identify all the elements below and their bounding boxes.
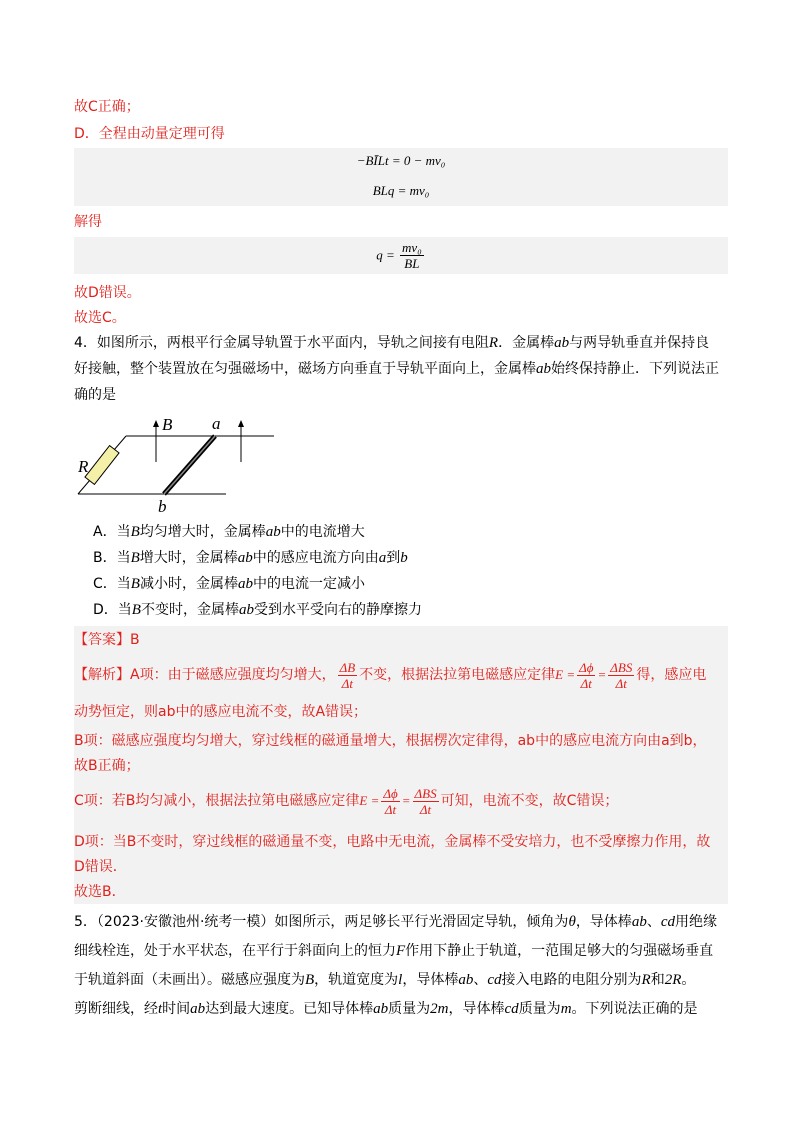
var-b: B [131, 602, 141, 618]
option-text: 中的感应电流方向由 [252, 550, 379, 566]
var-ab: ab [373, 1001, 389, 1017]
q5-line4 [74, 995, 728, 1024]
q4-analysis-a-line2: 动势恒定，则ab中的感应电流不变，故A错误； [74, 704, 368, 720]
eq-q-denominator: BL [404, 256, 420, 271]
q4-stem-line1 [74, 333, 709, 353]
q4-rail-figure [74, 412, 284, 518]
q5-text: 细线栓连，处于水平状态，在平行于斜面向上的恒力 [74, 943, 396, 959]
var-l: l [398, 972, 403, 988]
q5-text: 质量为 [388, 1001, 431, 1017]
q4-analysis-d-line1: D项：当B不变时，穿过线框的磁通量不变，电路中无电流，金属棒不受安培力，也不受摩擦力作用，故 [74, 834, 711, 850]
option-text: 不变时，金属棒 [140, 602, 239, 618]
frac-denominator: Δt [580, 675, 592, 691]
equals-sign: = [401, 793, 411, 808]
conclusion-d: 故D错误。 [74, 285, 141, 301]
label-b-field: B [162, 415, 173, 434]
metal-rod-highlight [164, 436, 215, 494]
var-cd: cd [660, 914, 675, 930]
q4-option-c[interactable] [93, 574, 365, 594]
frac-db-dt [338, 660, 358, 691]
label-a: a [212, 414, 221, 433]
frac-numerator: ΔB [339, 659, 356, 675]
q4-option-a[interactable] [93, 522, 365, 542]
q4-analysis-b-line1: B项：磁感应强度均匀增大，穿过线框的磁通量增大，根据楞次定律得，ab中的感应电流方向由a到b， [74, 733, 707, 749]
e-eq: E = [555, 667, 576, 682]
var-ab: ab [536, 361, 551, 377]
q5-text: 和 [650, 972, 665, 988]
option-text: 减小时，金属棒 [139, 576, 238, 592]
var-ab: ab [237, 550, 253, 566]
frac-dphi-dt [577, 660, 595, 691]
q4-final-answer: 故选B． [74, 884, 126, 900]
q5-text: 剪断细线，经 [74, 1001, 158, 1017]
frac-numerator: ΔBS [414, 785, 437, 801]
answer-choice-c: 故选C。 [74, 310, 126, 326]
q5-text: ，导体棒 [402, 972, 459, 988]
var-cd: cd [504, 1001, 519, 1017]
var-ab: ab [458, 972, 474, 988]
q4-stem-text: 4．如图所示，两根平行金属导轨置于水平面内，导轨之间接有电阻 [74, 335, 489, 351]
equals-sign: = [597, 667, 607, 682]
b-arrow-left-head [153, 420, 159, 427]
frac-denominator: Δt [615, 675, 627, 691]
var-t: t [158, 1001, 163, 1017]
q4-analysis-b-line2: 故B正确； [74, 758, 140, 774]
q4-answer [74, 630, 140, 650]
analysis-text: A项：由于磁感应强度均匀增大， [130, 667, 336, 683]
q4-stem-text: ．金属棒 [498, 335, 555, 351]
var-r: R [641, 972, 651, 988]
equation-block-2 [74, 237, 728, 274]
answer-value: B [130, 632, 140, 648]
q5-line3 [74, 966, 728, 995]
option-label: B．当 [93, 550, 131, 566]
conclusion-c: 故C正确； [74, 99, 140, 115]
frac-numerator: ΔBS [610, 659, 633, 675]
label-r: R [78, 457, 89, 476]
q4-analysis-d-line2: D错误． [74, 859, 127, 875]
answer-tag: 【答案】 [74, 632, 130, 648]
analysis-text: 得，感应电 [636, 667, 707, 683]
equation-blq: BLq = mv₀ [372, 183, 430, 198]
q4-stem-line2 [74, 359, 719, 379]
var-2m: 2m [430, 1001, 449, 1017]
option-text: 均匀增大时，金属棒 [139, 524, 266, 540]
equation-momentum: −BĪLt = 0 − mv₀ [356, 153, 446, 168]
frac-denominator: Δt [341, 675, 353, 691]
q4-analysis-a-line1 [74, 656, 706, 694]
analysis-text: 可知，电流不变，故C错误； [440, 793, 619, 809]
eq-q-numerator: mv₀ [402, 240, 422, 255]
analysis-text: 不变，根据法拉第电磁感应定律 [359, 667, 556, 683]
frac-dbs-dt [413, 786, 439, 817]
q4-stem-line3: 确的是 [74, 387, 116, 403]
var-b: B [130, 550, 140, 566]
q5-text: 于轨道斜面（未画出）。磁感应强度为 [74, 972, 305, 988]
q5-text: 、 [473, 972, 488, 988]
q5-line2 [74, 937, 728, 966]
label-b-end: b [158, 497, 167, 516]
q4-stem-text: 与两导轨垂直并保持良 [569, 335, 710, 351]
var-theta: θ [568, 914, 576, 930]
var-cd: cd [487, 972, 502, 988]
var-r: R [488, 335, 499, 351]
var-2r: 2R [664, 972, 682, 988]
analysis-tag: 【解析】 [74, 667, 130, 683]
q5-text: 。 [681, 972, 696, 988]
var-m: m [560, 1001, 572, 1017]
var-ab: ab [237, 576, 253, 592]
q5-text: 用绝缘 [674, 914, 717, 930]
q5-stem [74, 908, 728, 1024]
equation-block-1 [74, 148, 728, 206]
option-label: C．当 [93, 576, 131, 592]
resistor [85, 446, 119, 485]
var-b-end: b [400, 550, 408, 566]
q5-text: 时间 [162, 1001, 191, 1017]
solve-label: 解得 [74, 214, 102, 230]
option-label: D．当 [93, 602, 132, 618]
eq-q-lhs: q = [376, 247, 395, 263]
q4-stem-text: 始终保持静止．下列说法正 [551, 361, 719, 377]
frac-numerator: Δϕ [383, 785, 398, 801]
q4-option-d[interactable] [93, 600, 422, 620]
eq-q-fraction [400, 240, 424, 271]
frac-numerator: Δϕ [579, 659, 594, 675]
var-ab: ab [238, 602, 254, 618]
b-arrow-right-head [238, 420, 244, 427]
q5-text: 达到最大速度。已知导体棒 [205, 1001, 374, 1017]
frac-denominator: Δt [419, 801, 432, 817]
q5-text: 。下列说法正确的是 [571, 1001, 698, 1017]
q5-text: 5．（2023·安徽池州·统考一模）如图所示，两足够长平行光滑固定导轨，倾角为 [74, 914, 569, 930]
var-b: B [130, 524, 140, 540]
frac-dbs-dt [608, 660, 634, 691]
var-ab: ab [190, 1001, 206, 1017]
q5-text: ，轨道宽度为 [314, 972, 399, 988]
var-ab: ab [265, 524, 281, 540]
q5-text: 接入电路的电阻分别为 [501, 972, 642, 988]
option-text: 中的电流一定减小 [252, 576, 365, 592]
left-connector-lower [78, 480, 90, 494]
option-text: 到 [386, 550, 401, 566]
var-ab: ab [554, 335, 570, 351]
option-text: 增大时，金属棒 [139, 550, 238, 566]
equation-q [74, 240, 728, 271]
q4-analysis-c [74, 782, 618, 820]
option-text: 受到水平受向右的静摩擦力 [253, 602, 422, 618]
d-intro: D．全程由动量定理可得 [74, 126, 225, 142]
var-f: F [396, 943, 406, 959]
q4-stem-text: 好接触，整个装置放在匀强磁场中，磁场方向垂直于导轨平面向上，金属棒 [74, 361, 536, 377]
option-text: 中的电流增大 [280, 524, 365, 540]
analysis-text: C项：若B均匀减小，根据法拉第电磁感应定律 [74, 793, 360, 809]
left-connector-upper [114, 436, 126, 450]
q5-text: 、 [646, 914, 661, 930]
q5-text: ，导体棒 [448, 1001, 505, 1017]
var-b: B [305, 972, 315, 988]
frac-dphi-dt [381, 786, 399, 817]
frac-denominator: Δt [384, 801, 397, 817]
q4-option-b[interactable] [93, 548, 408, 568]
var-a: a [378, 550, 387, 566]
var-b: B [130, 576, 140, 592]
q5-text: 质量为 [518, 1001, 561, 1017]
var-ab: ab [631, 914, 647, 930]
q5-text: ，导体棒 [575, 914, 632, 930]
e-eq: E = [359, 793, 380, 808]
q5-text: 作用下静止于轨道，一范围足够大的匀强磁场垂直 [405, 943, 714, 959]
option-label: A．当 [93, 524, 131, 540]
q5-line1 [74, 908, 728, 937]
